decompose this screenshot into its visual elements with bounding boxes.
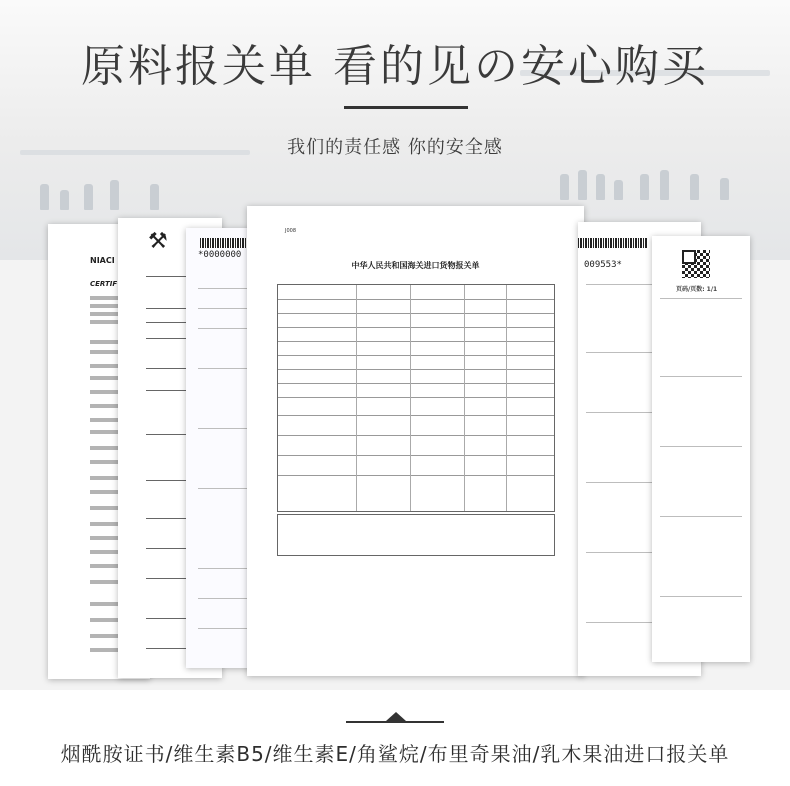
page-info: 页码/页数: 1/1 [676, 286, 718, 293]
declaration-signature-table [277, 514, 555, 556]
lab-bottles [40, 180, 240, 210]
barcode [578, 238, 648, 248]
certificate-heading: CERTIF [90, 280, 118, 288]
page-title: 原料报关单 看的见の安心购买 [81, 41, 709, 92]
customs-declaration-title: 中华人民共和国海关进口货物报关单 [351, 261, 480, 270]
document-header-mark: J008 [285, 228, 297, 234]
declaration-table [277, 284, 555, 512]
barcode-digits: *0000000 [198, 250, 242, 260]
qr-code-icon [682, 250, 710, 278]
caret-up-icon [386, 712, 406, 721]
title-underline [344, 106, 468, 109]
certificate-product-label: NIACI [90, 256, 115, 265]
tax-receipt-document [652, 236, 750, 662]
customs-declaration-document [247, 206, 584, 676]
product-caption: 烟酰胺证书/维生素B5/维生素E/角鲨烷/布里奇果油/乳木果油进口报关单 [60, 742, 730, 766]
barcode-digits: 009553* [584, 260, 622, 270]
caption-rule [346, 721, 444, 723]
lab-bottles [560, 170, 760, 200]
stamp-icon: ⚒ [148, 229, 168, 254]
page-subtitle: 我们的责任感 你的安全感 [287, 137, 503, 158]
